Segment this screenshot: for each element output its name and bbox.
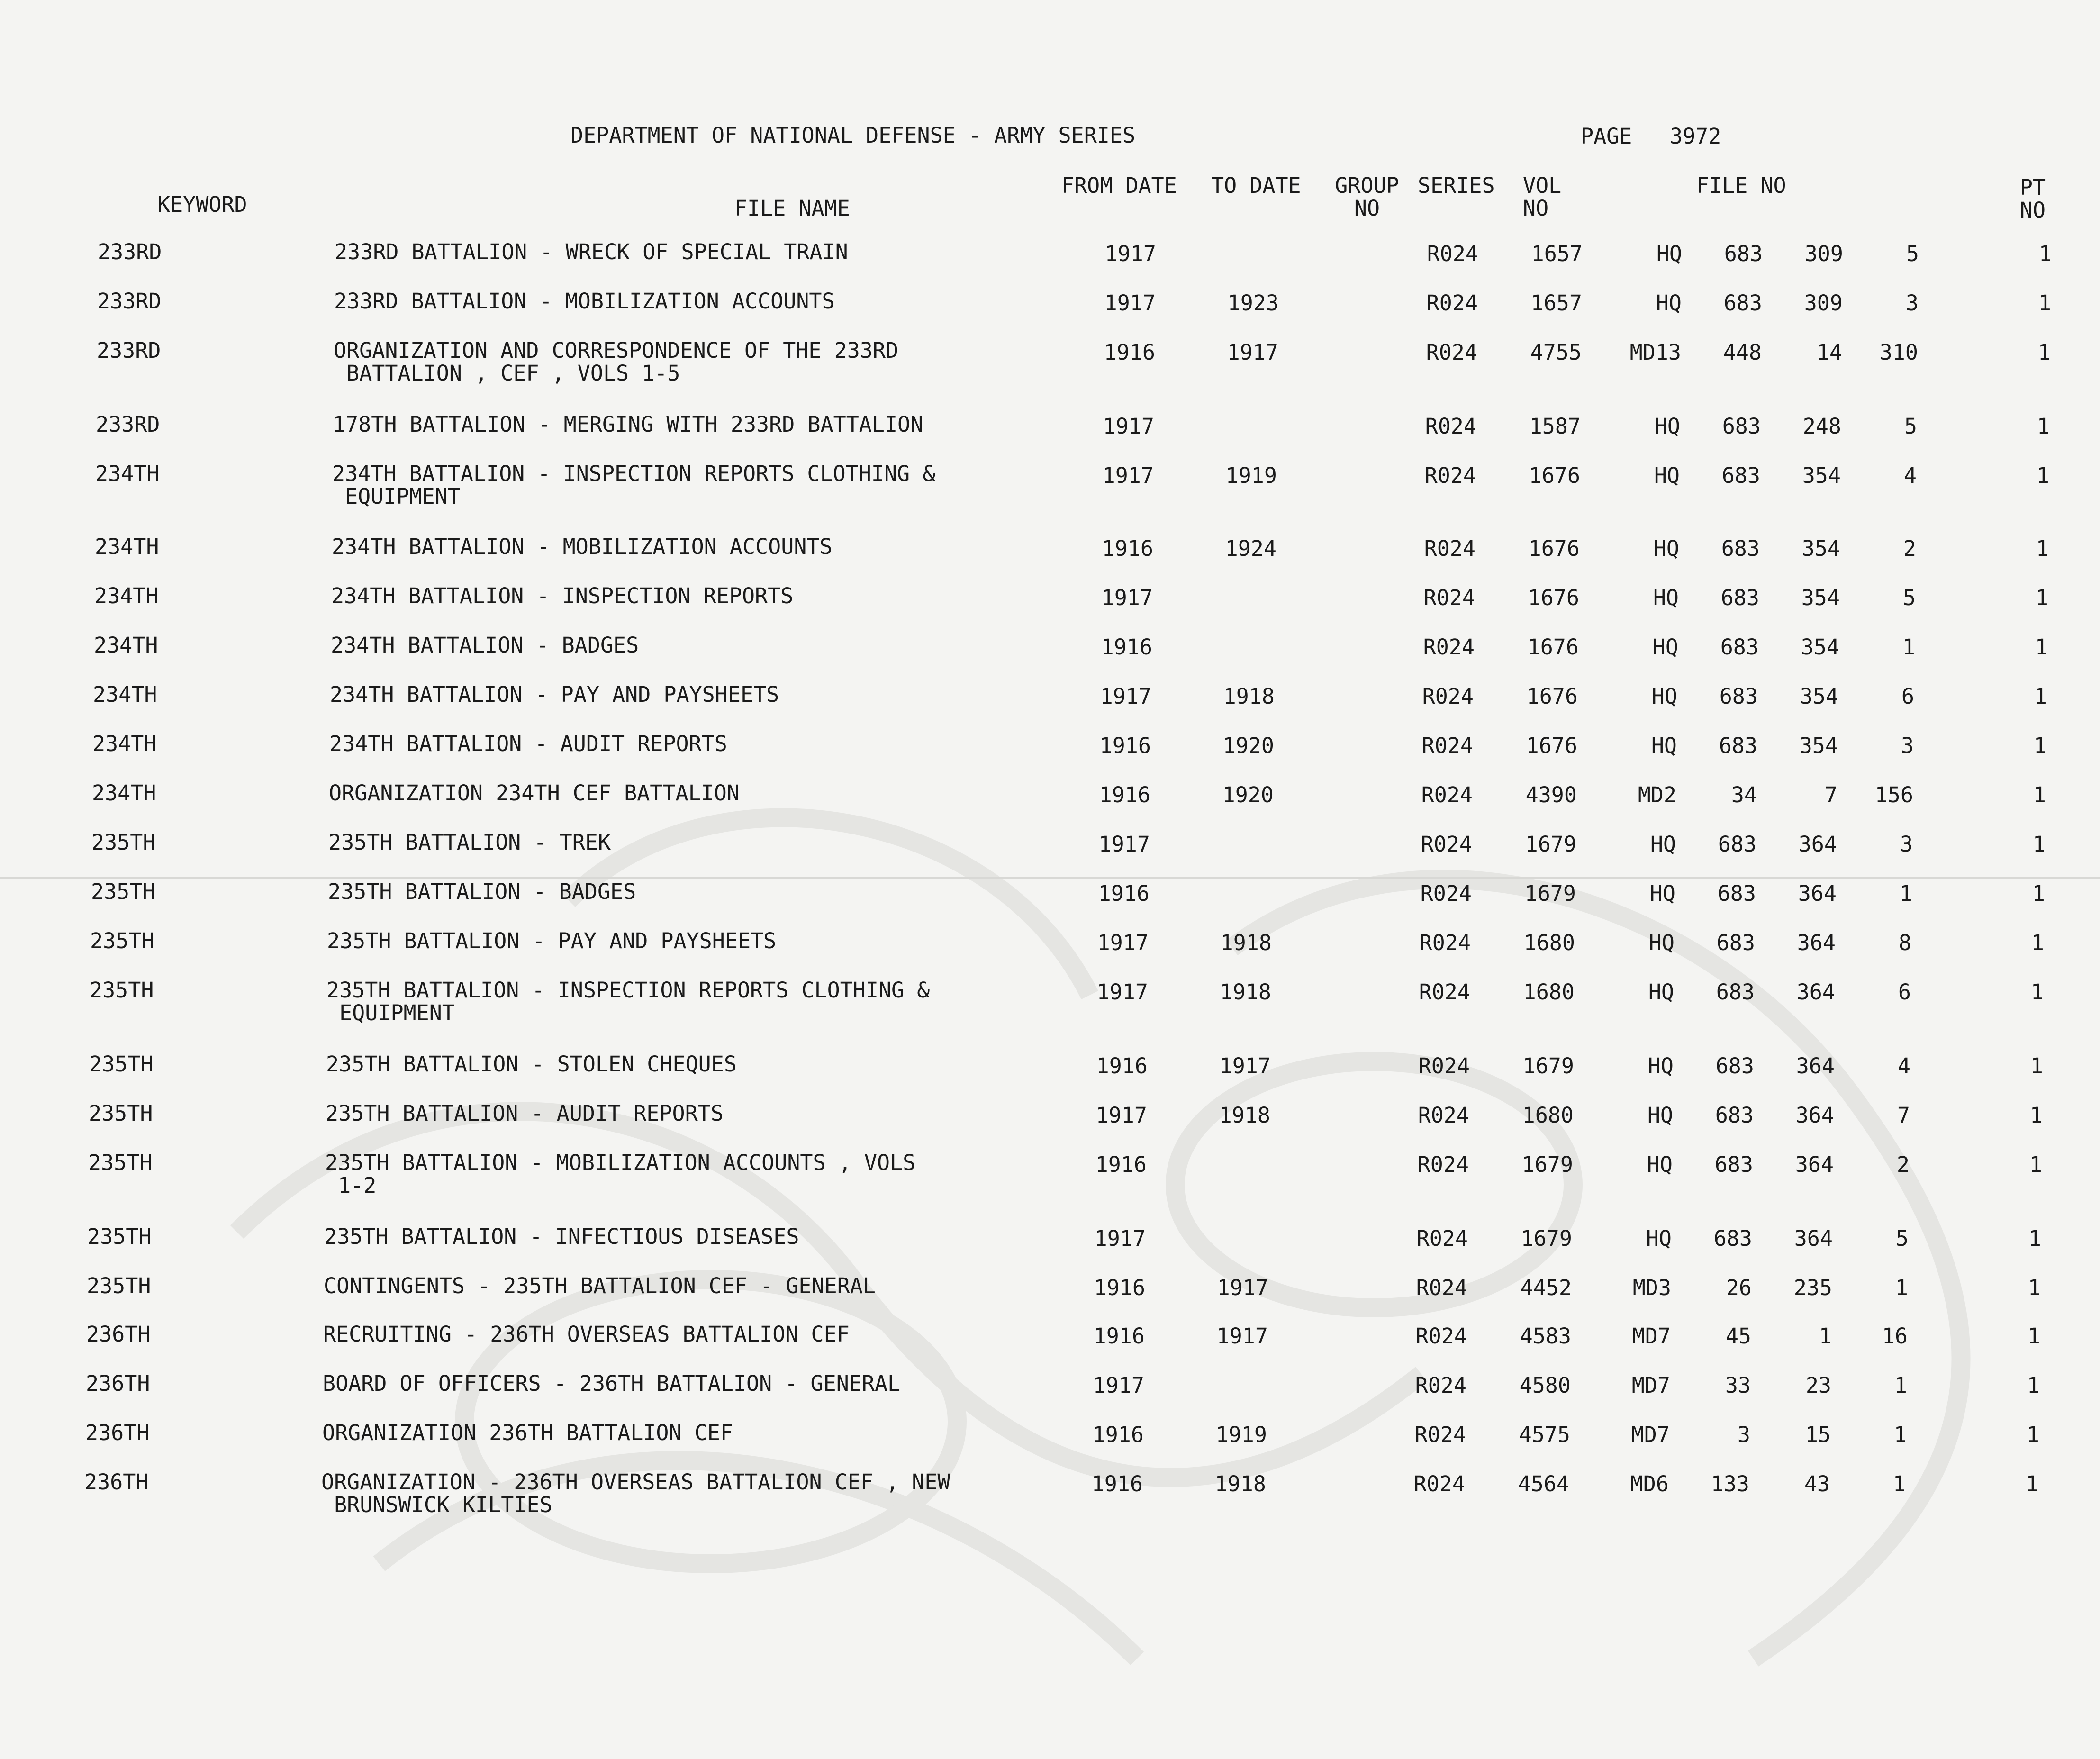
to-date-cell: 1919 [1215, 1422, 1267, 1447]
file-no-part1: HQ [1653, 536, 1679, 561]
pt-no-cell: 1 [2025, 1471, 2038, 1496]
pt-no-cell: 1 [2036, 536, 2049, 561]
file-no-part2: 683 [1724, 241, 1763, 266]
to-date-cell: 1918 [1220, 930, 1272, 955]
series-cell: R024 [1416, 1226, 1468, 1251]
series-cell: R024 [1426, 290, 1478, 316]
file-name-cell: ORGANIZATION - 236TH OVERSEAS BATTALION CEF , NEW BRUNSWICK KILTIES [321, 1469, 950, 1517]
file-no-part1: HQ [1647, 1053, 1674, 1079]
file-no-part1: MD7 [1631, 1422, 1670, 1447]
file-no-part3: 364 [1794, 1226, 1833, 1251]
vol-no-cell: 1680 [1523, 979, 1575, 1005]
keyword-cell: 236TH [86, 1371, 150, 1396]
file-no-part1: HQ [1653, 585, 1679, 610]
keyword-cell: 235TH [91, 879, 155, 904]
file-no-part4: 7 [1897, 1103, 1910, 1128]
file-no-part2: 683 [1719, 733, 1757, 758]
file-name-cell: 234TH BATTALION - INSPECTION REPORTS [331, 583, 794, 608]
pt-no-cell: 1 [2031, 930, 2044, 955]
file-no-part2: 683 [1716, 930, 1755, 955]
file-no-part1: HQ [1647, 1103, 1673, 1128]
keyword-cell: 233RD [97, 289, 162, 314]
file-no-part2: 45 [1725, 1324, 1751, 1349]
vol-no-cell: 1679 [1521, 1226, 1572, 1251]
file-no-part2: 683 [1716, 979, 1755, 1005]
file-no-part4: 5 [1895, 1226, 1909, 1251]
to-date-cell: 1917 [1217, 1275, 1268, 1300]
table-row [0, 1225, 2100, 1278]
table-row [0, 1053, 2100, 1105]
keyword-cell: 234TH [94, 583, 159, 608]
file-no-part2: 683 [1719, 684, 1758, 709]
file-name-cell: 178TH BATTALION - MERGING WITH 233RD BATTALION [333, 412, 923, 437]
file-no-part1: HQ [1654, 463, 1680, 488]
pt-no-cell: 1 [2030, 979, 2044, 1005]
col-group-no: GROUP NO [1335, 173, 1399, 221]
table-row [0, 880, 2100, 933]
to-date-cell: 1918 [1219, 1103, 1270, 1128]
series-cell: R024 [1420, 881, 1472, 906]
file-no-part1: HQ [1647, 1152, 1673, 1177]
to-date-cell: 1920 [1222, 782, 1274, 807]
file-no-part4: 1 [1894, 1373, 1907, 1398]
keyword-cell: 235TH [88, 1150, 153, 1175]
col-series: SERIES [1418, 173, 1495, 198]
table-row [0, 585, 2100, 637]
from-date-cell: 1917 [1095, 1103, 1147, 1128]
file-no-part3: 364 [1798, 881, 1837, 906]
file-no-part1: MD6 [1630, 1471, 1669, 1496]
vol-no-cell: 1657 [1531, 241, 1583, 266]
from-date-cell: 1917 [1104, 241, 1156, 266]
file-name-cell: ORGANIZATION 234TH CEF BATTALION [329, 780, 740, 806]
keyword-cell: 234TH [93, 682, 157, 707]
table-row [0, 1372, 2100, 1424]
vol-no-cell: 1676 [1527, 635, 1579, 660]
file-name-cell: CONTINGENTS - 235TH BATTALION CEF - GENERAL [324, 1273, 876, 1298]
from-date-cell: 1917 [1096, 979, 1148, 1005]
file-no-part2: 683 [1720, 635, 1759, 660]
file-no-part2: 683 [1723, 290, 1762, 316]
table-row [0, 1152, 2100, 1204]
file-no-part1: HQ [1648, 979, 1674, 1005]
file-no-part4: 6 [1898, 979, 1911, 1005]
from-date-cell: 1916 [1092, 1422, 1144, 1447]
series-cell: R024 [1421, 782, 1473, 807]
table-row [0, 413, 2100, 465]
file-no-part3: 235 [1793, 1275, 1832, 1300]
series-cell: R024 [1424, 463, 1476, 488]
from-date-cell: 1916 [1104, 340, 1155, 365]
table-row [0, 1275, 2100, 1327]
file-name-cell: 234TH BATTALION - BADGES [331, 633, 639, 658]
file-no-part2: 683 [1722, 414, 1761, 439]
pt-no-cell: 1 [2027, 1324, 2040, 1349]
pt-no-cell: 1 [2038, 241, 2052, 266]
file-no-part1: MD7 [1632, 1324, 1671, 1349]
vol-no-cell: 4583 [1520, 1324, 1571, 1349]
file-no-part1: MD13 [1629, 340, 1681, 365]
file-no-part2: 683 [1718, 832, 1756, 857]
file-no-part3: 354 [1801, 536, 1840, 561]
vol-no-cell: 4564 [1518, 1471, 1569, 1496]
keyword-cell: 236TH [86, 1322, 151, 1347]
from-date-cell: 1916 [1102, 536, 1153, 561]
table-row [0, 1323, 2100, 1375]
vol-no-cell: 1679 [1521, 1152, 1573, 1177]
file-no-part4: 8 [1898, 930, 1911, 955]
keyword-cell: 234TH [95, 534, 159, 559]
file-no-part2: 683 [1721, 536, 1760, 561]
file-no-part4: 1 [1895, 1275, 1908, 1300]
pt-no-cell: 1 [2035, 585, 2048, 610]
vol-no-cell: 1680 [1522, 1103, 1574, 1128]
series-cell: R024 [1426, 340, 1477, 365]
file-no-part3: 354 [1800, 684, 1838, 709]
from-date-cell: 1916 [1091, 1471, 1143, 1496]
table-row [0, 831, 2100, 883]
file-no-part4: 156 [1874, 782, 1913, 807]
series-cell: R024 [1413, 1471, 1465, 1496]
series-cell: R024 [1423, 635, 1475, 660]
file-no-part4: 1 [1899, 881, 1912, 906]
col-pt-no: PT NO [2019, 175, 2046, 223]
file-no-part4: 1 [1893, 1422, 1907, 1447]
keyword-cell: 235TH [90, 978, 154, 1003]
series-cell: R024 [1418, 1103, 1469, 1128]
file-no-part3: 23 [1805, 1373, 1831, 1398]
table-row [0, 733, 2100, 785]
series-cell: R024 [1417, 1152, 1469, 1177]
from-date-cell: 1916 [1093, 1324, 1145, 1349]
series-cell: R024 [1419, 979, 1470, 1005]
file-no-part4: 310 [1879, 340, 1918, 365]
file-no-part2: 683 [1715, 1103, 1754, 1128]
from-date-cell: 1917 [1093, 1373, 1144, 1398]
keyword-cell: 235TH [87, 1273, 151, 1298]
file-no-part3: 248 [1802, 414, 1841, 439]
series-cell: R024 [1423, 585, 1475, 610]
to-date-cell: 1919 [1225, 463, 1277, 488]
file-no-part3: 364 [1795, 1152, 1834, 1177]
keyword-cell: 235TH [87, 1224, 152, 1249]
pt-no-cell: 1 [2034, 684, 2047, 709]
table-row [0, 782, 2100, 834]
pt-no-cell: 1 [2036, 463, 2049, 488]
keyword-cell: 234TH [94, 633, 158, 658]
file-name-cell: 234TH BATTALION - INSPECTION REPORTS CLOTHING & EQUIPMENT [332, 461, 936, 509]
file-name-cell: BOARD OF OFFICERS - 236TH BATTALION - GENERAL [323, 1371, 901, 1396]
to-date-cell: 1924 [1225, 536, 1276, 561]
keyword-cell: 233RD [98, 239, 162, 264]
keyword-cell: 234TH [92, 731, 157, 756]
from-date-cell: 1916 [1096, 1053, 1148, 1079]
file-name-cell: 234TH BATTALION - PAY AND PAYSHEETS [330, 682, 779, 707]
file-no-part3: 364 [1797, 930, 1836, 955]
table-row [0, 241, 2100, 293]
to-date-cell: 1918 [1220, 979, 1271, 1005]
file-no-part1: HQ [1654, 414, 1680, 439]
table-row [0, 462, 2100, 515]
file-name-cell: 233RD BATTALION - MOBILIZATION ACCOUNTS [334, 289, 835, 314]
vol-no-cell: 1676 [1529, 463, 1580, 488]
keyword-cell: 236TH [84, 1469, 149, 1495]
vol-no-cell: 4390 [1525, 782, 1577, 807]
vol-no-cell: 4755 [1530, 340, 1582, 365]
file-name-cell: 235TH BATTALION - PAY AND PAYSHEETS [327, 928, 777, 953]
from-date-cell: 1917 [1094, 1226, 1146, 1251]
vol-no-cell: 4580 [1519, 1373, 1571, 1398]
series-cell: R024 [1427, 241, 1478, 266]
file-no-part2: 683 [1717, 881, 1756, 906]
vol-no-cell: 4452 [1520, 1275, 1572, 1300]
file-no-part3: 15 [1805, 1422, 1831, 1447]
from-date-cell: 1917 [1102, 463, 1154, 488]
vol-no-cell: 1676 [1528, 585, 1579, 610]
file-no-part4: 5 [1902, 585, 1916, 610]
to-date-cell: 1917 [1216, 1324, 1268, 1349]
file-name-cell: 235TH BATTALION - MOBILIZATION ACCOUNTS , VOLS 1-2 [325, 1150, 916, 1198]
file-name-cell: 234TH BATTALION - AUDIT REPORTS [329, 731, 727, 756]
file-no-part3: 309 [1804, 290, 1843, 316]
file-no-part2: 26 [1726, 1275, 1752, 1300]
file-no-part4: 6 [1901, 684, 1914, 709]
to-date-cell: 1920 [1222, 733, 1274, 758]
keyword-cell: 236TH [85, 1420, 150, 1445]
pt-no-cell: 1 [2037, 340, 2051, 365]
table-row [0, 979, 2100, 1031]
from-date-cell: 1917 [1098, 832, 1150, 857]
file-no-part1: HQ [1656, 290, 1682, 316]
to-date-cell: 1923 [1227, 290, 1279, 316]
file-no-part3: 364 [1796, 979, 1835, 1005]
file-no-part3: 309 [1804, 241, 1843, 266]
file-no-part3: 7 [1824, 782, 1838, 807]
file-no-part4: 3 [1900, 832, 1913, 857]
vol-no-cell: 1676 [1526, 733, 1577, 758]
file-no-part4: 1 [1892, 1471, 1906, 1496]
col-file-no: FILE NO [1696, 173, 1786, 198]
file-name-cell: 235TH BATTALION - INSPECTION REPORTS CLOTHING & EQUIPMENT [326, 978, 930, 1025]
series-cell: R024 [1418, 1053, 1470, 1079]
file-name-cell: 235TH BATTALION - STOLEN CHEQUES [326, 1052, 737, 1077]
table-row [0, 683, 2100, 735]
vol-no-cell: 4575 [1519, 1422, 1570, 1447]
vol-no-cell: 1679 [1522, 1053, 1574, 1079]
file-no-part4: 4 [1897, 1053, 1910, 1079]
from-date-cell: 1917 [1100, 684, 1151, 709]
file-no-part2: 683 [1721, 463, 1760, 488]
file-no-part1: MD3 [1632, 1275, 1671, 1300]
file-no-part3: 354 [1802, 463, 1841, 488]
file-no-part3: 14 [1816, 340, 1842, 365]
table-row [0, 535, 2100, 588]
page-number: 3972 [1670, 124, 1721, 149]
file-no-part4: 1 [1902, 635, 1915, 660]
keyword-cell: 235TH [91, 830, 156, 855]
table-row [0, 1471, 2100, 1523]
file-no-part1: MD2 [1638, 782, 1676, 807]
file-no-part4: 3 [1901, 733, 1914, 758]
file-no-part1: HQ [1652, 635, 1678, 660]
col-from-date: FROM DATE [1061, 173, 1177, 198]
file-no-part3: 354 [1799, 733, 1838, 758]
series-cell: R024 [1422, 684, 1474, 709]
pt-no-cell: 1 [2037, 414, 2050, 439]
file-no-part4: 2 [1903, 536, 1916, 561]
vol-no-cell: 1676 [1528, 536, 1580, 561]
table-row [0, 1422, 2100, 1474]
pt-no-cell: 1 [2026, 1422, 2039, 1447]
keyword-cell: 235TH [90, 928, 154, 953]
file-name-cell: ORGANIZATION 236TH BATTALION CEF [322, 1420, 733, 1445]
col-vol-no: VOL NO [1523, 173, 1562, 221]
file-no-part3: 364 [1798, 832, 1837, 857]
vol-no-cell: 1679 [1524, 881, 1576, 906]
series-cell: R024 [1416, 1275, 1467, 1300]
file-no-part2: 33 [1725, 1373, 1751, 1398]
to-date-cell: 1917 [1219, 1053, 1271, 1079]
page-label: PAGE [1581, 124, 1632, 149]
series-cell: R024 [1414, 1422, 1466, 1447]
file-no-part2: 448 [1723, 340, 1762, 365]
file-no-part3: 43 [1804, 1471, 1830, 1496]
series-cell: R024 [1415, 1324, 1467, 1349]
file-name-cell: 234TH BATTALION - MOBILIZATION ACCOUNTS [332, 534, 833, 559]
file-no-part2: 3 [1737, 1422, 1750, 1447]
from-date-cell: 1917 [1104, 290, 1156, 316]
from-date-cell: 1916 [1101, 635, 1152, 660]
file-name-cell: 235TH BATTALION - AUDIT REPORTS [326, 1101, 724, 1126]
pt-no-cell: 1 [2033, 733, 2046, 758]
keyword-cell: 234TH [95, 461, 160, 486]
file-no-part3: 354 [1801, 585, 1840, 610]
file-name-cell: 235TH BATTALION - INFECTIOUS DISEASES [324, 1224, 799, 1249]
file-no-part4: 5 [1904, 414, 1917, 439]
vol-no-cell: 1679 [1525, 832, 1576, 857]
pt-no-cell: 1 [2032, 832, 2046, 857]
from-date-cell: 1916 [1095, 1152, 1147, 1177]
file-no-part3: 354 [1801, 635, 1839, 660]
pt-no-cell: 1 [2032, 881, 2045, 906]
from-date-cell: 1916 [1099, 782, 1150, 807]
file-no-part4: 3 [1905, 290, 1919, 316]
to-date-cell: 1917 [1227, 340, 1278, 365]
file-no-part2: 683 [1714, 1152, 1753, 1177]
series-cell: R024 [1421, 733, 1473, 758]
table-row [0, 930, 2100, 982]
from-date-cell: 1917 [1101, 585, 1153, 610]
from-date-cell: 1917 [1103, 414, 1154, 439]
file-no-part2: 683 [1713, 1226, 1752, 1251]
series-cell: R024 [1421, 832, 1472, 857]
file-no-part2: 34 [1731, 782, 1757, 807]
file-no-part1: HQ [1646, 1226, 1672, 1251]
series-cell: R024 [1415, 1373, 1466, 1398]
pt-no-cell: 1 [2029, 1152, 2042, 1177]
series-cell: R024 [1424, 536, 1475, 561]
pt-no-cell: 1 [2028, 1275, 2041, 1300]
series-cell: R024 [1425, 414, 1476, 439]
file-no-part2: 133 [1711, 1471, 1749, 1496]
file-no-part1: MD7 [1631, 1373, 1670, 1398]
col-file-name: FILE NAME [734, 196, 850, 221]
keyword-cell: 233RD [96, 412, 160, 437]
table-row [0, 290, 2100, 342]
file-no-part1: HQ [1656, 241, 1682, 266]
from-date-cell: 1916 [1094, 1275, 1145, 1300]
pt-no-cell: 1 [2035, 635, 2048, 660]
to-date-cell: 1918 [1214, 1471, 1266, 1496]
from-date-cell: 1917 [1097, 930, 1149, 955]
vol-no-cell: 1657 [1530, 290, 1582, 316]
file-no-part1: HQ [1648, 930, 1675, 955]
keyword-cell: 233RD [97, 338, 161, 363]
pt-no-cell: 1 [2029, 1103, 2043, 1128]
file-name-cell: ORGANIZATION AND CORRESPONDENCE OF THE 233RD BATTALION , CEF , VOLS 1-5 [334, 338, 899, 386]
file-no-part1: HQ [1651, 733, 1677, 758]
col-keyword: KEYWORD [157, 192, 247, 217]
file-name-cell: 233RD BATTALION - WRECK OF SPECIAL TRAIN [335, 239, 848, 264]
file-no-part2: 683 [1715, 1053, 1754, 1079]
from-date-cell: 1916 [1099, 733, 1151, 758]
pt-no-cell: 1 [2038, 290, 2051, 316]
pt-no-cell: 1 [2027, 1373, 2040, 1398]
table-row [0, 634, 2100, 686]
series-cell: R024 [1419, 930, 1471, 955]
pt-no-cell: 1 [2030, 1053, 2043, 1079]
file-no-part1: HQ [1650, 832, 1676, 857]
keyword-cell: 234TH [92, 780, 156, 806]
table-row [0, 339, 2100, 391]
file-no-part4: 5 [1906, 241, 1919, 266]
from-date-cell: 1916 [1098, 881, 1150, 906]
keyword-cell: 235TH [89, 1052, 154, 1077]
file-name-cell: 235TH BATTALION - TREK [328, 830, 611, 855]
vol-no-cell: 1587 [1529, 414, 1581, 439]
file-name-cell: 235TH BATTALION - BADGES [328, 879, 636, 904]
pt-no-cell: 1 [2028, 1226, 2041, 1251]
file-no-part1: HQ [1651, 684, 1677, 709]
table-row [0, 1102, 2100, 1154]
col-to-date: TO DATE [1211, 173, 1301, 198]
file-no-part2: 683 [1720, 585, 1759, 610]
file-no-part3: 1 [1819, 1324, 1832, 1349]
file-no-part1: HQ [1649, 881, 1675, 906]
file-name-cell: RECRUITING - 236TH OVERSEAS BATTALION CEF [323, 1322, 850, 1347]
file-no-part4: 16 [1882, 1324, 1908, 1349]
file-no-part4: 4 [1903, 463, 1917, 488]
keyword-cell: 235TH [89, 1101, 153, 1126]
vol-no-cell: 1676 [1526, 684, 1578, 709]
file-no-part3: 364 [1796, 1053, 1835, 1079]
report-title: DEPARTMENT OF NATIONAL DEFENSE - ARMY SERIES [570, 123, 1136, 148]
pt-no-cell: 1 [2033, 782, 2046, 807]
to-date-cell: 1918 [1223, 684, 1275, 709]
vol-no-cell: 1680 [1523, 930, 1575, 955]
file-no-part3: 364 [1795, 1103, 1834, 1128]
file-no-part4: 2 [1896, 1152, 1910, 1177]
